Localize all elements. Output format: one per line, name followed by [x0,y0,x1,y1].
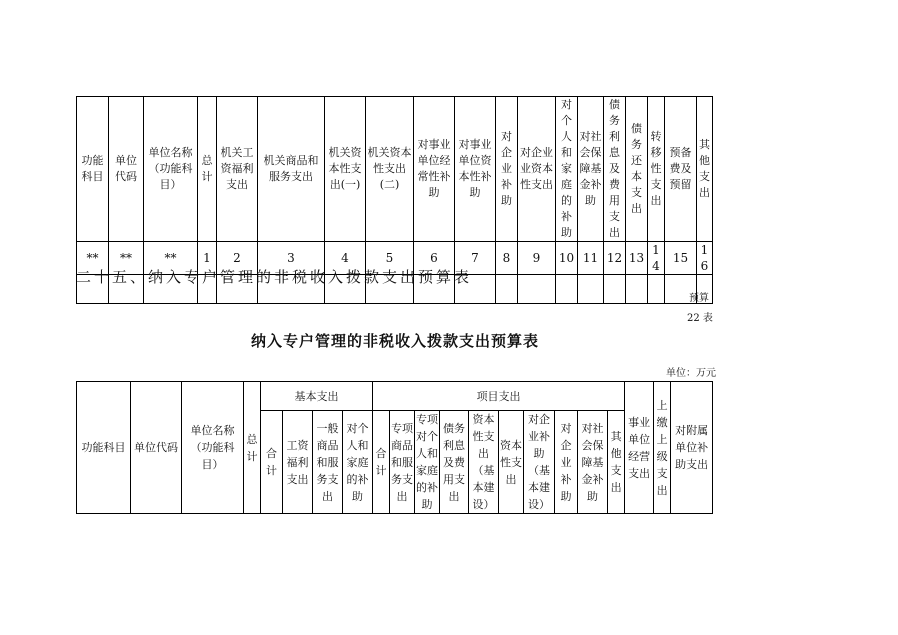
table2-group-row [77,382,713,411]
header-cell: 专项商品和服务支出 [390,411,415,514]
header-cell: 专项对个人和家庭的补助 [415,411,440,514]
table-tag-line2: 22 表 [687,313,713,324]
code-cell: 3 [258,242,325,275]
header-cell: 债务利息及费用支出 [604,97,626,242]
code-cell: ** [109,242,144,275]
table1-header-row [77,97,713,242]
code-cell: 2 [217,242,258,275]
code-cell: 5 [366,242,414,275]
code-cell: 1 [198,242,217,275]
table-tag-line1: 预算 [689,293,709,304]
header-cell: 单位名称（功能科目） [182,382,244,514]
code-cell: 4 [325,242,366,275]
empty-cell [648,275,665,304]
header-cell: 对附属单位补助支出 [671,382,713,514]
header-cell: 机关商品和服务支出 [258,97,325,242]
header-cell: 总计 [244,382,261,514]
code-cell: 10 [556,242,578,275]
header-cell: 合计 [261,411,283,514]
header-cell: 上缴上级支出 [654,382,671,514]
header-cell: 单位代码 [131,382,182,514]
code-cell: 9 [518,242,556,275]
header-cell: 工资福利支出 [283,411,313,514]
header-cell: 总计 [198,97,217,242]
header-cell: 合计 [373,411,390,514]
header-cell: 功能科目 [77,382,131,514]
header-cell: 对社会保障基金补助 [578,97,604,242]
header-cell: 对企业补助 [555,411,578,514]
header-cell: 债务利息及费用支出 [440,411,469,514]
group-header-project: 项目支出 [373,382,625,411]
header-cell: 单位名称（功能科目） [144,97,198,242]
code-cell: ** [144,242,198,275]
header-cell: 其他支出 [697,97,713,242]
header-cell: 机关工资福利支出 [217,97,258,242]
empty-cell [604,275,626,304]
header-cell: 对企业补助（基本建设） [524,411,555,514]
code-cell: 14 [648,242,665,275]
header-cell: 资本性支出（基本建设） [469,411,499,514]
header-cell: 对企业业资本性支出 [518,97,556,242]
code-cell: 11 [578,242,604,275]
header-cell: 对事业单位经常性补助 [414,97,455,242]
code-cell: 12 [604,242,626,275]
header-cell: 机关资本性支出(一) [325,97,366,242]
header-cell: 功能科目 [77,97,109,242]
header-cell: 转移性支出 [648,97,665,242]
section-title: 二十五、纳入专户管理的非税收入拨款支出预算表 [76,268,473,286]
header-cell: 预备费及预留 [665,97,697,242]
header-cell: 一般商品和服务支出 [313,411,343,514]
header-cell: 对企业补助 [496,97,518,242]
empty-cell [578,275,604,304]
header-cell: 对个人和家庭的补助 [343,411,373,514]
empty-cell [556,275,578,304]
header-cell: 对事业单位资本性补助 [455,97,496,242]
code-cell: ** [77,242,109,275]
code-cell: 6 [414,242,455,275]
empty-cell [518,275,556,304]
non-tax-expense-table [76,381,713,514]
empty-cell [496,275,518,304]
code-cell: 7 [455,242,496,275]
code-cell: 15 [665,242,697,275]
empty-cell [626,275,648,304]
unit-label: 单位：万元 [666,368,716,379]
code-cell: 8 [496,242,518,275]
header-cell: 事业单位经营支出 [625,382,654,514]
header-cell: 其他支出 [608,411,625,514]
header-cell: 对个人和家庭的补助 [556,97,578,242]
header-cell: 资本性支出 [499,411,524,514]
group-header-basic: 基本支出 [261,382,373,411]
code-cell: 16 [697,242,713,275]
header-cell: 单位代码 [109,97,144,242]
table-title: 纳入专户管理的非税收入拨款支出预算表 [250,332,539,350]
code-cell: 13 [626,242,648,275]
header-cell: 机关资本性支出(二) [366,97,414,242]
header-cell: 对社会保障基金补助 [578,411,608,514]
header-cell: 债务还本支出 [626,97,648,242]
